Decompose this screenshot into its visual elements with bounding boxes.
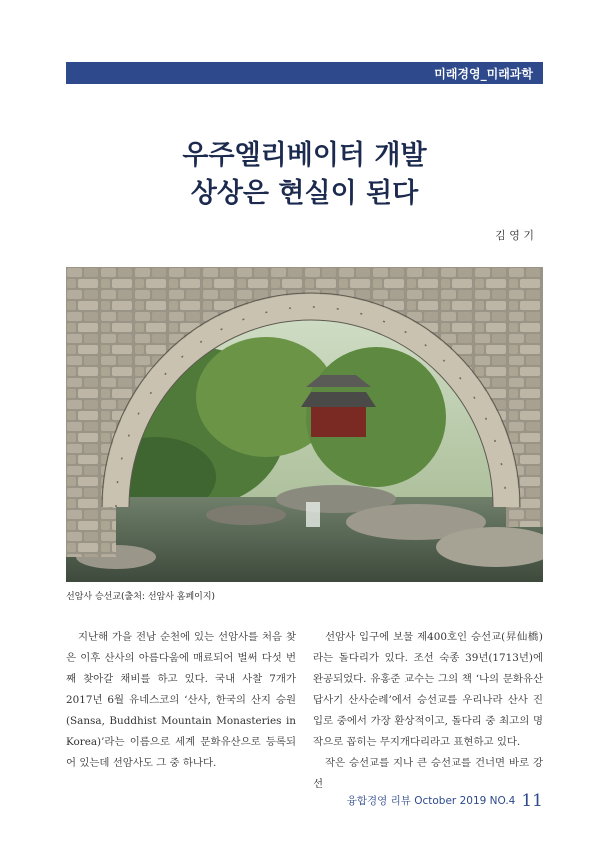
section-header-bar bbox=[66, 62, 543, 84]
page-title-line1: 우주엘리베이터 개발 bbox=[182, 140, 427, 171]
body-paragraph: 선암사 입구에 보물 제400호인 승선교(昇仙橋)라는 돌다리가 있다. 조선 숙종 39년(1713년)에 완공되었다. 유홍준 교수는 그의 책 ‘나의 문화유산답사기 산사순례’에서 승선교를 우리나라 산사 진입로 중에서 가장 환상적이고, 돌다리 중 최고의 명작으로 꼽히는 무지개다리라고 표현하고 있다. bbox=[313, 631, 543, 748]
section-label: 미래경영_미래과학 bbox=[434, 67, 533, 81]
page-title-line2: 상상은 현실이 된다 bbox=[190, 178, 419, 209]
bridge-photo bbox=[66, 267, 543, 582]
body-paragraph: 작은 승선교를 지나 큰 승선교를 건너면 바로 강선 bbox=[313, 757, 543, 790]
body-paragraph: 지난해 가을 전남 순천에 있는 선암사를 처음 찾은 이후 산사의 아름다움에 매료되어 벌써 다섯 번째 찾아갈 채비를 하고 있다. 국내 사찰 7개가 2017년 6월 유네스코의 ‘산사, 한국의 산지 승원(Sansa, Buddhist Mountain Monasteries in Korea)’라는 이름으로 세계 문화유산으로 등록되어 있는데 선암사도 그 중 하나다. bbox=[66, 631, 296, 769]
body-column-left bbox=[66, 627, 296, 774]
body-column-right bbox=[313, 627, 543, 795]
page-number: 11 bbox=[521, 791, 543, 811]
author-name: 김 영 기 bbox=[495, 229, 534, 242]
photo-caption: 선암사 승선교(출처: 선암사 홈페이지) bbox=[66, 592, 216, 602]
footer-journal-label: 융합경영 리뷰 October 2019 NO.4 bbox=[346, 795, 516, 807]
page-footer bbox=[347, 791, 543, 811]
